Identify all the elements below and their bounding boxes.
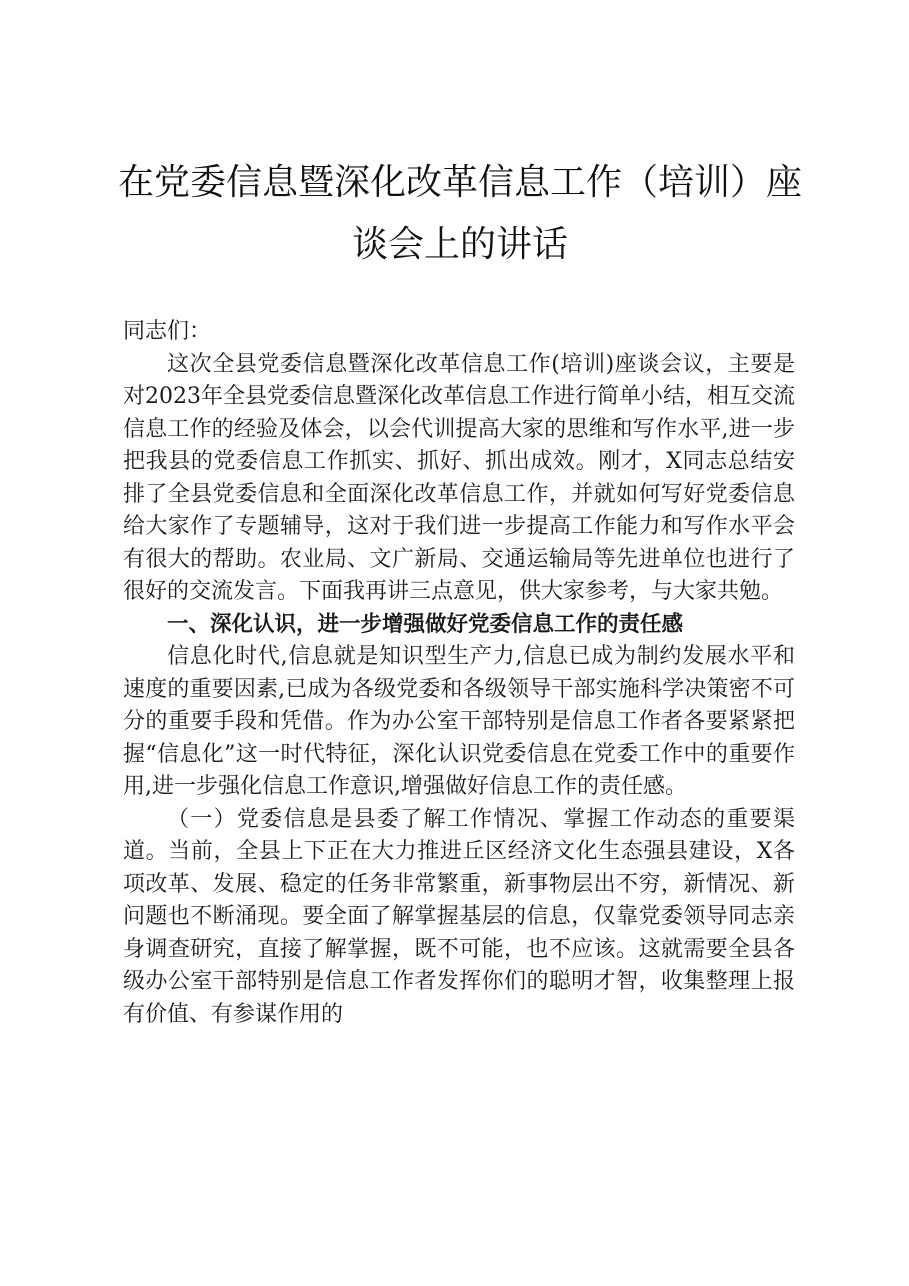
section-1-paragraph: 信息化时代,信息就是知识型生产力,信息已成为制约发展水平和速度的重要因素,已成为各级党委和各级领导干部实施科学决策密不可分的重要手段和凭借。作为办公室干部特别是信息工作者各要紧紧把握“信息化”这一时代特征，深化认识党委信息在党委工作中的重要作用,进一步强化信息工作意识,增强做好信息工作的责任感。 [123,644,795,799]
document-body [123,316,795,1031]
subsection-1-paragraph: （一）党委信息是县委了解工作情况、掌握工作动态的重要渠道。当前，全县上下正在大力推进丘区经济文化生态强县建设，X各项改革、发展、稳定的任务非常繁重，新事物层出不穷，新情况、新问题也不断涌现。要全面了解掌握基层的信息，仅靠党委领导同志亲身调查研究，直接了解掌握，既不可能，也不应该。这就需要全县各级办公室干部特别是信息工作者发挥你们的聪明才智，收集整理上报有价值、有参谋作用的 [123,806,795,1027]
salutation: 同志们： [123,319,212,344]
section-heading-1: 一、深化认识，进一步增强做好党委信息工作的责任感 [167,611,684,637]
intro-paragraph: 这次全县党委信息暨深化改革信息工作(培训)座谈会议，主要是对2023年全县党委信息暨深化改革信息工作进行简单小结，相互交流信息工作的经验及体会，以会代训提高大家的思维和写作水平,进一步把我县的党委信息工作抓实、抓好、抓出成效。刚才，X同志总结安排了全县党委信息和全面深化改革信息工作，并就如何写好党委信息给大家作了专题辅导，这对于我们进一步提高工作能力和写作水平会有很大的帮助。农业局、文广新局、交通运输局等先进单位也进行了很好的交流发言。下面我再讲三点意见，供大家参考，与大家共勉。 [123,351,795,604]
document-title: 在党委信息暨深化改革信息工作（培训）座谈会上的讲话 [117,162,802,265]
